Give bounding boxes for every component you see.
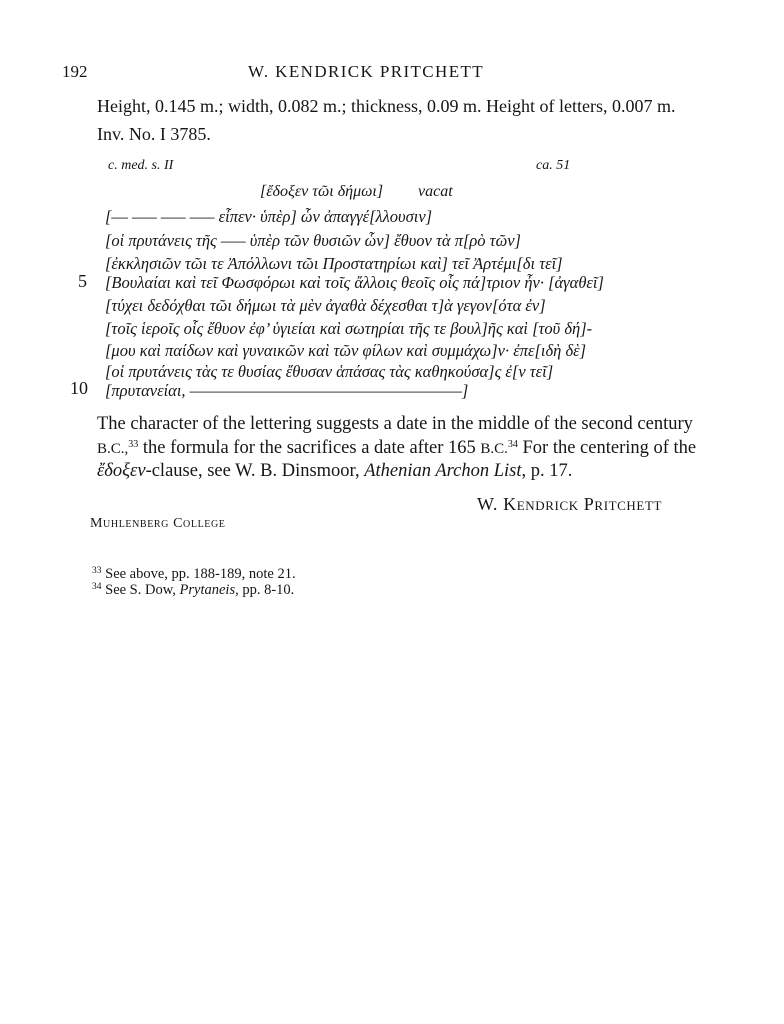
inscription-line: [οἱ πρυτάνεις τῆς ––– ὑπὲρ τῶν θυσιῶν ὧν] ἔθυον τὰ π[ρὸ τῶν] [105, 231, 521, 250]
commentary-line: The character of the lettering suggests a date in the middle of the second century [97, 414, 693, 434]
inscription-line: [οἱ πρυτάνεις τὰς τε θυσίας ἔθυσαν ἁπάσας τὰς καθηκούσα]ς ἐ[ν τεῖ] [105, 362, 554, 381]
author-signature: W. Kendrick Pritchett [477, 494, 663, 514]
commentary-text: , p. 17. [521, 461, 573, 481]
footnote-text: , pp. 8-10. [235, 582, 295, 598]
inventory-line: Inv. No. I 3785. [97, 124, 211, 144]
commentary-line [97, 439, 696, 458]
era-abbreviation: B.C. [480, 441, 508, 457]
era-abbreviation: B.C., [97, 441, 129, 457]
footnote-ref[interactable]: 34 [507, 439, 518, 450]
book-title: Athenian Archon List [364, 461, 522, 481]
greek-term: ἔδοξεν [97, 461, 146, 481]
footnote-text: See above, pp. 188-189, note 21. [101, 566, 296, 582]
book-title: Prytaneis [179, 582, 236, 598]
page-number: 192 [62, 62, 88, 81]
inscription-date: c. med. s. II [108, 158, 174, 173]
inscription-line: [Βουλαίαι καὶ τεῖ Φωσφόρωι καὶ τοῖς ἄλλοις θεοῖς οἷς πά]τριον ἦν· [ἀγαθεῖ] [105, 273, 604, 292]
footnote [92, 566, 296, 583]
commentary-text: -clause, see W. B. Dinsmoor, [145, 461, 365, 481]
inscription-line: [ἐκκλησιῶν τῶι τε Ἀπόλλωνι τῶι Προστατηρίωι καὶ] τεῖ Ἀρτέμι[δι τεῖ] [105, 254, 563, 273]
inscription-line: [τοῖς ἱεροῖς οἷς ἔθυον ἐφ’ ὑγιείαι καὶ σωτηρίαι τῆς τε βουλ]ῆς καὶ [τοῦ δή]- [105, 319, 593, 338]
footnote-mark: 34 [92, 582, 102, 592]
inscription-line: [μου καὶ παίδων καὶ γυναικῶν καὶ τῶν φίλων καὶ συμμάχω]ν· ἐπε[ιδὴ δὲ] [105, 341, 587, 360]
footnote-text: See S. Dow, [101, 582, 180, 598]
footnote [92, 582, 294, 599]
author-affiliation: Muhlenberg College [90, 516, 226, 531]
footnote-mark: 33 [92, 566, 102, 576]
line-number: 5 [78, 271, 87, 291]
running-title: W. KENDRICK PRITCHETT [248, 62, 485, 81]
commentary-text: the formula for the sacrifices a date after 165 [138, 438, 481, 458]
line-number: 10 [70, 378, 88, 398]
inscription-heading: [ἔδοξεν τῶι δήμωι] [260, 183, 384, 200]
footnote-ref[interactable]: 33 [128, 439, 139, 450]
dimensions-line: Height, 0.145 m.; width, 0.082 m.; thickness, 0.09 m. Height of letters, 0.007 m. [97, 96, 676, 116]
letter-count: ca. 51 [536, 158, 571, 173]
inscription-line: [–– ––– ––– ––– εἶπεν· ὑπὲρ] ὧν ἀπαγγέ[λλουσιν] [105, 207, 433, 226]
commentary-line [97, 462, 572, 481]
inscription-line: [πρυτανείαι, –––––––––––––––––––––––––––––––––] [105, 381, 469, 400]
vacat-label: vacat [418, 183, 453, 200]
inscription-line: [τύχει δεδόχθαι τῶι δήμωι τὰ μὲν ἀγαθὰ δέχεσθαι τ]ὰ γεγον[ότα ἐν] [105, 296, 546, 315]
commentary-text: For the centering of the [517, 438, 697, 458]
